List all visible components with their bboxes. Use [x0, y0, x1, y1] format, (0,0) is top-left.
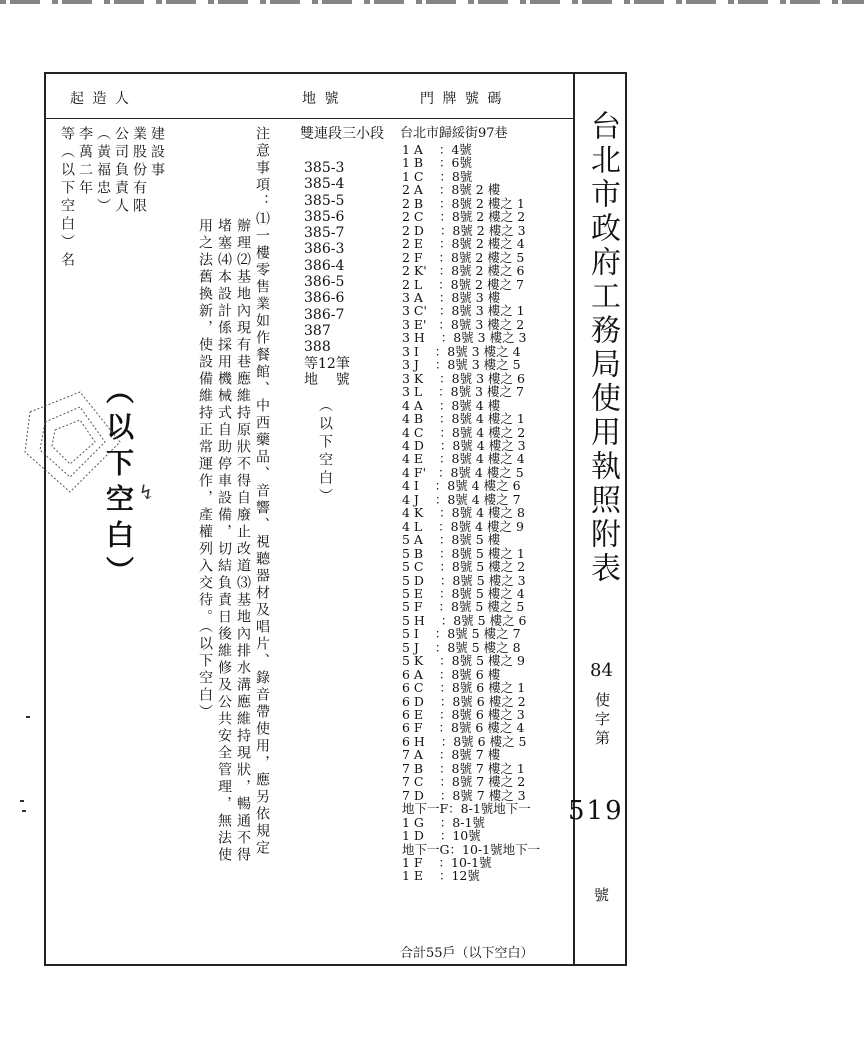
address-heading: 台北市歸綏街97巷	[400, 126, 508, 141]
address-list: 1 A ：4號 1 B ：6號 1 C ：8號 2 A ：8號 2 樓 2 B ：8號 2 樓之 1 2 C ：8號 2 樓之 2 2 D ：8號 2 樓之 3 2 E ：8號 2 樓之 4 2 F ：8號 2 樓之 5 2 K' ：8號 2 樓之 6 2 L ：8號 2 樓之 7 3 A ：8號 3 樓 3 C' ：8號 3 樓之 1 3 E' ：8號 3 樓之 2 3 H ：8號 3 樓之 3 3 I ：8號 3 樓之 4 3 J ：8號 3 樓之 5 3 K ：8號 3 樓之 6 3 L ：8號 3 樓之 7 4 A ：8號 4 樓 4 B ：8號 4 樓之 1 4 C ：8號 4 樓之 2 4 D ：8號 4 樓之 3 4 E ：8號 4 樓之 4 4 F' ：8號 4 樓之 5 4 I ：8號 4 樓之 6 4 J ：8號 4 樓之 7 4 K ：8號 4 樓之 8 4 L ：8號 4 樓之 9 5 A ：8號 5 樓 5 B ：8號 5 樓之 1 5 C ：8號 5 樓之 2 5 D ：8號 5 樓之 3 5 E ：8號 5 樓之 4 5 F ：8號 5 樓之 5 5 H ：8號 5 樓之 6 5 I ：8號 5 樓之 7 5 J ：8號 5 樓之 8 5 K ：8號 5 樓之 9 6 A ：8號 6 樓 6 C ：8號 6 樓之 1 6 D ：8號 6 樓之 2 6 E ：8號 6 樓之 3 6 F ：8號 6 樓之 4 6 H ：8號 6 樓之 5 7 A ：8號 7 樓 7 B ：8號 7 樓之 1 7 C ：8號 7 樓之 2 7 D ：8號 7 樓之 3 地下一F：8-1號地下一 1 G ：8-1號 1 D ：10號 地下一G：10-1號地下一 1 F ：10-1號 1 E ：12號	[402, 142, 541, 884]
applicant-col-1: 建設事	[149, 126, 165, 180]
applicant-col-3: 公司負責人	[113, 126, 129, 216]
scribble-mark: ↯	[138, 480, 155, 504]
header-lot: 地 號	[302, 91, 341, 107]
blank-marker-large: （以下空白）	[102, 376, 135, 592]
scan-speck	[22, 810, 26, 812]
document-title: 台北市政府工務局使用執照附表	[585, 110, 620, 586]
note-col-1: 注意事項：⑴一樓零售業如作餐館、中西藥品、音響、視聽器材及唱片、錄音帶使用，應另依規定	[254, 126, 270, 857]
applicant-col-4: （黃福忠）	[95, 126, 111, 216]
header-rule	[44, 118, 574, 119]
permit-year: 84	[590, 660, 613, 681]
scan-top-edge	[0, 0, 864, 4]
note-col-2: 辦理⑵基地內現有巷應維持原狀不得自廢止改道⑶基地內排水溝應維持現狀，暢通不得	[235, 218, 251, 864]
applicant-col-2: 業股份有限	[131, 126, 147, 216]
scan-speck	[20, 800, 24, 802]
header-applicant: 起 造 人	[70, 91, 131, 107]
header-address: 門 牌 號 碼	[420, 91, 504, 107]
note-col-4: 用之法舊換新，使設備維持正常運作，產權列入交待。（以下空白）	[197, 218, 213, 721]
lot-blank-marker: （以下空白）	[317, 398, 333, 506]
address-total: 合計55戶（以下空白）	[400, 946, 534, 961]
seal-stamp-icon	[20, 382, 130, 502]
lot-number-list: 385-3 385-4 385-5 385-6 385-7 386-3 386-4 386-5 386-6 386-7 387 388 等12筆 地 號	[304, 160, 350, 388]
table-divider-side	[573, 72, 575, 966]
applicant-col-5: 李萬二年	[77, 126, 93, 198]
note-col-3: 堵塞⑷本設計係採用機械式自助停車設備，切結負責日後維修及公共安全管理，無法使	[216, 218, 232, 864]
permit-suffix: 號	[594, 886, 610, 904]
permit-word: 使字第	[593, 692, 611, 749]
scan-speck	[26, 716, 30, 718]
applicant-col-6: 等（以下空白）名	[59, 126, 75, 270]
lot-section: 雙連段三小段	[300, 126, 384, 142]
permit-number: 519	[568, 796, 624, 826]
